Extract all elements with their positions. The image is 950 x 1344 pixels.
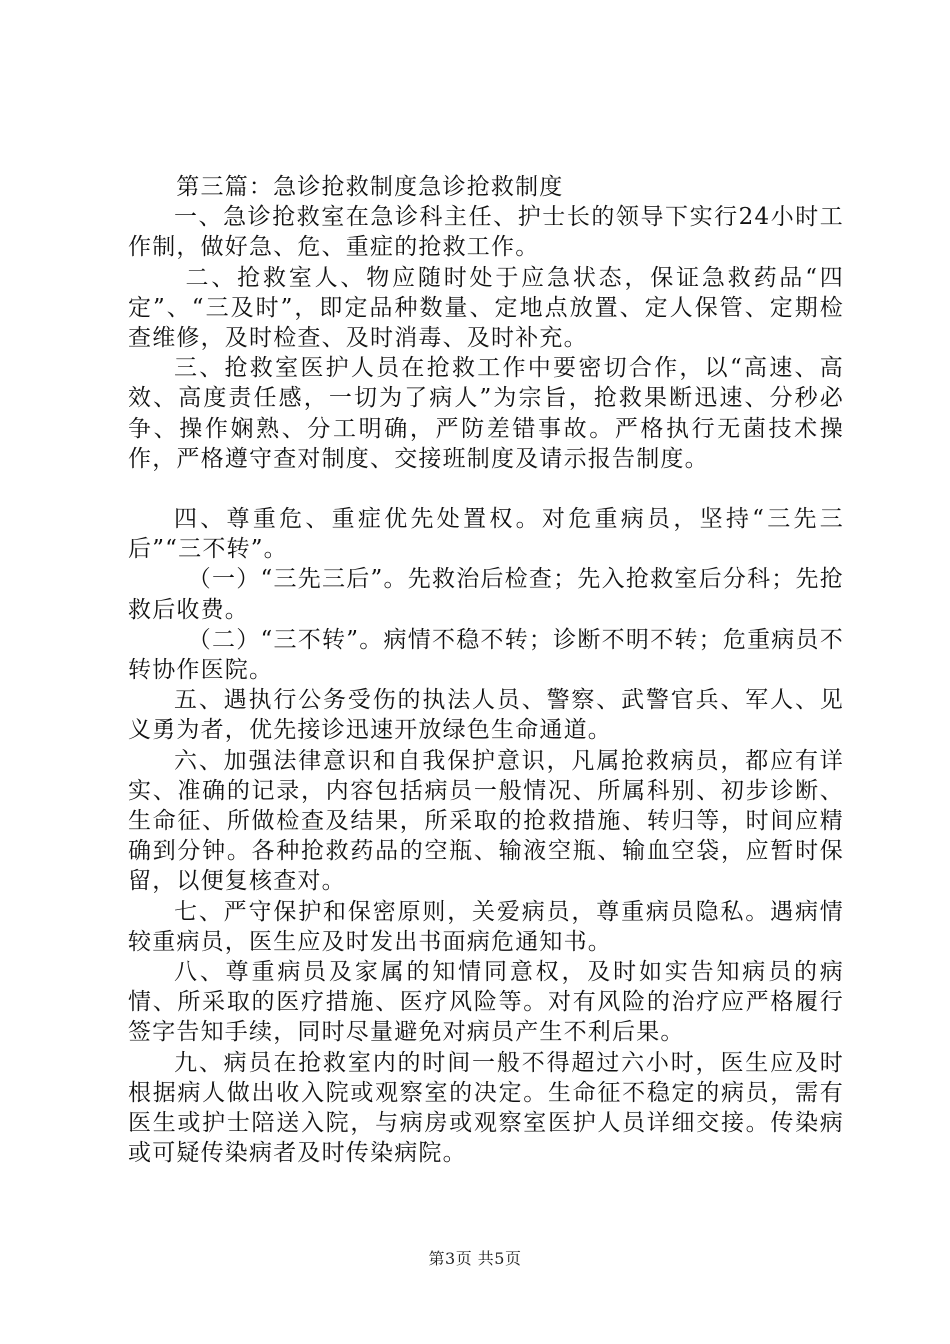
paragraph-item-9: 九、病员在抢救室内的时间一般不得超过六小时，医生应及时根据病人做出收入院或观察室的决定。生命征不稳定的病员，需有医生或护士陪送入院，与病房或观察室医护人员详细交接。传染病或可疑传染病者及时传染病院。: [128, 1049, 844, 1167]
paragraph-item-1: 一、急诊抢救室在急诊科主任、护士长的领导下实行24小时工作制，做好急、危、重症的抢救工作。: [128, 204, 844, 261]
paragraph-gap: [128, 474, 844, 504]
paragraph-item-8: 八、尊重病员及家属的知情同意权，及时如实告知病员的病情、所采取的医疗措施、医疗风险等。对有风险的治疗应严格履行签字告知手续，同时尽量避免对病员产生不利后果。: [128, 959, 844, 1046]
paragraph-item-4: 四、尊重危、重症优先处置权。对危重病员，坚持“三先三后”“三不转”。: [128, 506, 844, 563]
document-body: [128, 172, 844, 1169]
document-title: 第三篇：急诊抢救制度急诊抢救制度: [176, 174, 564, 200]
paragraph-item-4-1: （一）“三先三后”。先救治后检查；先入抢救室后分科；先抢救后收费。: [128, 566, 844, 623]
paragraph-item-2: 二、抢救室人、物应随时处于应急状态，保证急救药品“四定”、“三及时”，即定品种数量、定地点放置、定人保管、定期检查维修，及时检查、及时消毒、及时补充。: [128, 264, 844, 352]
paragraph-item-5: 五、遇执行公务受伤的执法人员、警察、武警官兵、军人、见义勇为者，优先接诊迅速开放绿色生命通道。: [128, 687, 844, 744]
paragraph-item-7: 七、严守保护和保密原则，关爱病员，尊重病员隐私。遇病情较重病员，医生应及时发出书面病危通知书。: [128, 898, 844, 955]
paragraph-item-6: 六、加强法律意识和自我保护意识，凡属抢救病员，都应有详实、准确的记录，内容包括病员一般情况、所属科别、初步诊断、生命征、所做检查及结果，所采取的抢救措施、转归等，时间应精确到分钟。各种抢救药品的空瓶、输液空瓶、输血空袋，应暂时保留，以便复核查对。: [128, 747, 844, 895]
page-footer: 第3页 共5页: [428, 1249, 522, 1268]
paragraph-item-3: 三、抢救室医护人员在抢救工作中要密切合作，以“高速、高效、高度责任感，一切为了病人”为宗旨，抢救果断迅速、分秒必争、操作娴熟、分工明确，严防差错事故。严格执行无菌技术操作，严格遵守查对制度、交接班制度及请示报告制度。: [128, 355, 844, 472]
paragraph-item-4-2: （二）“三不转”。病情不稳不转；诊断不明不转；危重病员不转协作医院。: [128, 626, 844, 684]
